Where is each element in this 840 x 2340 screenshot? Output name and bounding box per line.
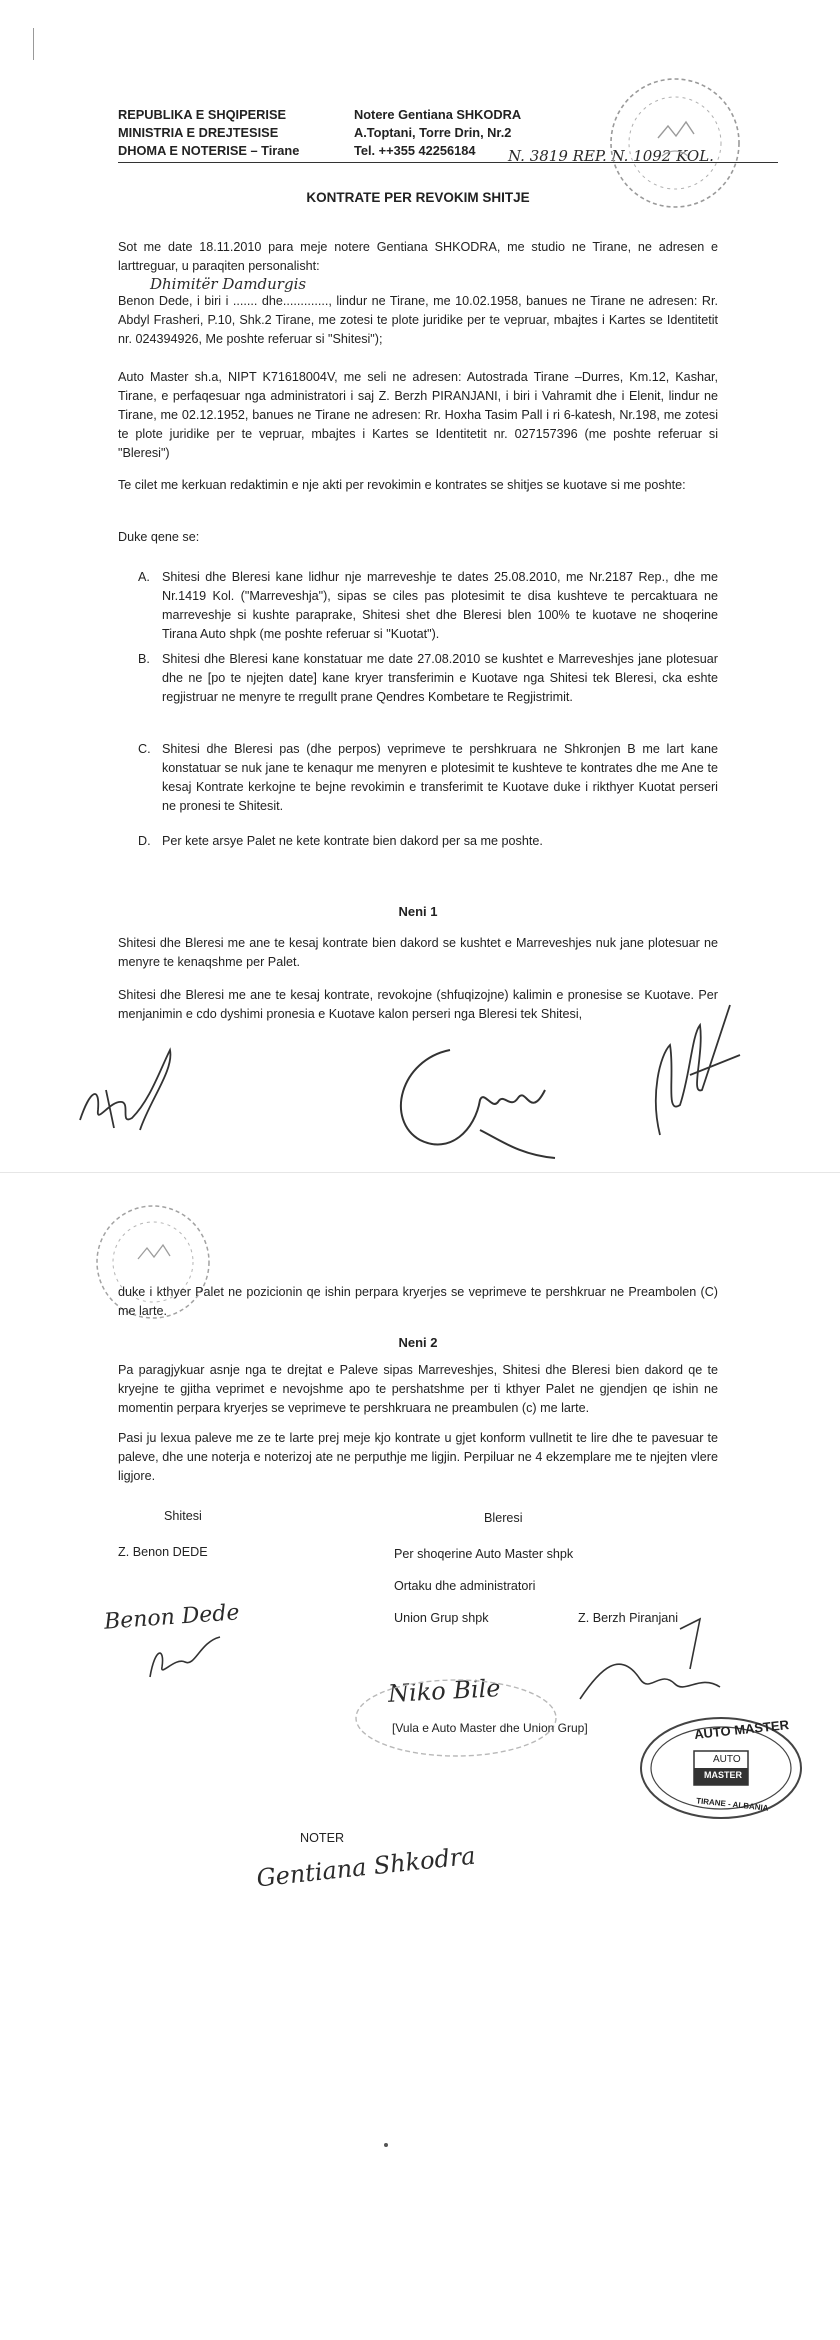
- recital-text: Shitesi dhe Bleresi kane lidhur nje marreveshje te dates 25.08.2010, me Nr.2187 Rep., dhe me Nr.1419 Kol. ("Marreveshja"), sipas se ciles pas plotesimit te disa kushteve te percaktuara ne marreveshje si kushte paraprake, Shitesi shet dhe Bleresi blen 100% te kuotave ne shoqerine Tirana Auto shpk (me poshte referuar si "Kuotat").: [162, 570, 718, 641]
- auto-master-stamp-top: AUTO MASTER: [693, 1717, 790, 1742]
- buyer-role: Ortaku dhe administratori: [394, 1579, 536, 1593]
- administrator-signature-page2: [560, 1609, 740, 1719]
- scan-edge-mark: [33, 28, 34, 60]
- article-2-paragraph-1: Pa paragjykuar asnje nga te drejtat e Paleve sipas Marreveshjes, Shitesi dhe Bleresi bien dakord qe te kryejne te gjitha veprimet e nevojshme apo te pershatshme per ti kthyer Palet ne gjendjen qe ishin ne momentin perpara kryerjes se veprimeve te pershkruara ne preambulen (c) me larte.: [118, 1363, 718, 1415]
- document-title: KONTRATE PER REVOKIM SHITJE: [306, 190, 530, 205]
- stray-mark: [384, 2143, 388, 2147]
- notary-handwritten-signature: Gentiana Shkodra: [255, 1841, 477, 1893]
- seller-initials-mark: [140, 1627, 240, 1687]
- buyer-handwritten-signature: Niko Bile: [387, 1674, 502, 1708]
- buyer-signature-page1: [380, 1030, 570, 1160]
- seller-name: Z. Benon DEDE: [118, 1545, 208, 1559]
- seller-handwritten-signature: Benon Dede: [103, 1600, 241, 1635]
- article-2-paragraph-2: Pasi ju lexua paleve me ze te larte prej meje kjo kontrate u gjet konform vullnetit te lire dhe te pavesuar te paleve, dhe une noterja e noterizoj ate ne perputhje me ligjin. Perpiluar ne 4 ekzemplare me te njejten vlere ligjore.: [118, 1431, 718, 1483]
- header-ministry: MINISTRIA E DREJTESISE: [118, 125, 279, 140]
- article-1-title: Neni 1: [398, 904, 438, 919]
- recital-item-c: [138, 740, 718, 816]
- header-republic: REPUBLIKA E SHQIPERISE: [118, 107, 287, 122]
- party-buyer-paragraph: Auto Master sh.a, NIPT K71618004V, me seli ne adresen: Autostrada Tirane –Durres, Km.12, Kashar, Tirane, e perfaqesuar nga administratori i saj Z. Berzh PIRANJANI, i biri i Vahramit dhe i Elenit, lindur ne Tirane, me 02.12.1952, banues ne Tirane ne adresen: Rr. Hoxha Tasim Pall i ri 6-katesh, Nr.198, me zotesi te plote juridike per te vepruar, mbajtes i Kartes se Identitetit nr. 027157396 (me poshte referuar si "Bleresi"): [118, 370, 718, 460]
- article-2-title: Neni 2: [398, 1335, 438, 1350]
- considering-heading: Duke qene se:: [118, 530, 200, 544]
- contract-page-2: [0, 1172, 840, 2340]
- header-left-block: [118, 106, 348, 160]
- buyer-label: Bleresi: [484, 1511, 523, 1525]
- recital-text: Per kete arsye Palet ne kete kontrate bien dakord per sa me poshte.: [162, 834, 543, 848]
- auto-master-stamp-box2: MASTER: [704, 1770, 742, 1780]
- header-notary-phone: Tel. ++355 42256184: [354, 143, 476, 158]
- handwritten-party-name: Dhimitër Damdurgis: [150, 275, 307, 293]
- recital-item-b: [138, 650, 718, 707]
- recital-letter: D.: [138, 834, 151, 848]
- recital-text: Shitesi dhe Bleresi pas (dhe perpos) veprimeve te pershkruara ne Shkronjen B me lart kane konstatuar se nuk jane te kenaqur me menyren e plotesimit te kushteve te kontrates dhe me Ane te kesaj Kontrate kerkojne te bejne revokimin e transferimit te Kuotave duke i rikthyer Kuotat perseri ne pronesi te Shitesit.: [162, 742, 718, 813]
- request-paragraph: Te cilet me kerkuan redaktimin e nje akti per revokimin e kontrates se shitjes se kuotave si me poshte:: [118, 478, 686, 492]
- header-notary-name: Notere Gentiana SHKODRA: [354, 107, 522, 122]
- recital-text: Shitesi dhe Bleresi kane konstatuar me date 27.08.2010 se kushtet e Marreveshjes jane plotesuar dhe ne [po te njejten date] kane kryer transferimin e Kuotave nga Shitesi tek Bleresi, cka eshte regjistruar ne menyre te rregullt prane Qendres Kombetare te Regjistrimit.: [162, 652, 718, 704]
- seal-note: [Vula e Auto Master dhe Union Grup]: [392, 1721, 588, 1735]
- recital-item-a: [138, 568, 718, 644]
- handwritten-registry-ref: N. 3819 REP. N. 1092 KOL.: [508, 147, 714, 165]
- article-1-paragraph-1: Shitesi dhe Bleresi me ane te kesaj kontrate bien dakord se kushtet e Marreveshjes nuk jane plotesuar ne menyre te kenaqshme per Palet.: [118, 936, 718, 969]
- recital-letter: A.: [138, 570, 150, 584]
- auto-master-stamp-bottom: TIRANE - ALBANIA: [695, 1796, 769, 1813]
- intro-paragraph: Sot me date 18.11.2010 para meje notere Gentiana SHKODRA, me studio ne Tirane, ne adresen e larttreguar, u paraqiten personalisht:: [118, 240, 718, 273]
- auto-master-stamp-box1: AUTO: [713, 1754, 741, 1765]
- union-grup-stamp: [346, 1673, 566, 1763]
- administrator-signature-page1: [630, 995, 750, 1145]
- seller-label: Shitesi: [164, 1509, 202, 1523]
- notary-label: NOTER: [300, 1831, 345, 1845]
- header-chamber: DHOMA E NOTERISE – Tirane: [118, 143, 300, 158]
- buyer-partner: Union Grup shpk: [394, 1611, 489, 1625]
- recital-letter: C.: [138, 742, 151, 756]
- buyer-administrator: Z. Berzh Piranjani: [578, 1611, 679, 1625]
- continuation-paragraph: duke i kthyer Palet ne pozicionin qe ishin perpara kryerjes se veprimeve te pershkruar ne Preambolen (C) me larte.: [118, 1285, 718, 1318]
- article-1-paragraph-2: Shitesi dhe Bleresi me ane te kesaj kontrate, revokojne (shfuqizojne) kalimin e pronesise se Kuotave. Per menjanimin e cdo dyshimi pronesia e Kuotave kalon perseri nga Bleresi tek Shitesi,: [118, 988, 718, 1021]
- seller-initials-signature: [70, 1030, 210, 1140]
- recital-item-d: [138, 832, 718, 851]
- party-seller-paragraph: Benon Dede, i biri i ....... dhe............., lindur ne Tirane, me 10.02.1958, banues ne Tirane ne adresen: Rr. Abdyl Frasheri, P.10, Shk.2 Tirane, me zotesi te plote juridike per te vepruar, mbajtes i Kartes se Identitetit nr. 024394926, Me poshte referuar si "Shitesi");: [118, 294, 718, 346]
- recital-letter: B.: [138, 652, 150, 666]
- header-notary-address: A.Toptani, Torre Drin, Nr.2: [354, 125, 512, 140]
- buyer-company: Per shoqerine Auto Master shpk: [394, 1547, 574, 1561]
